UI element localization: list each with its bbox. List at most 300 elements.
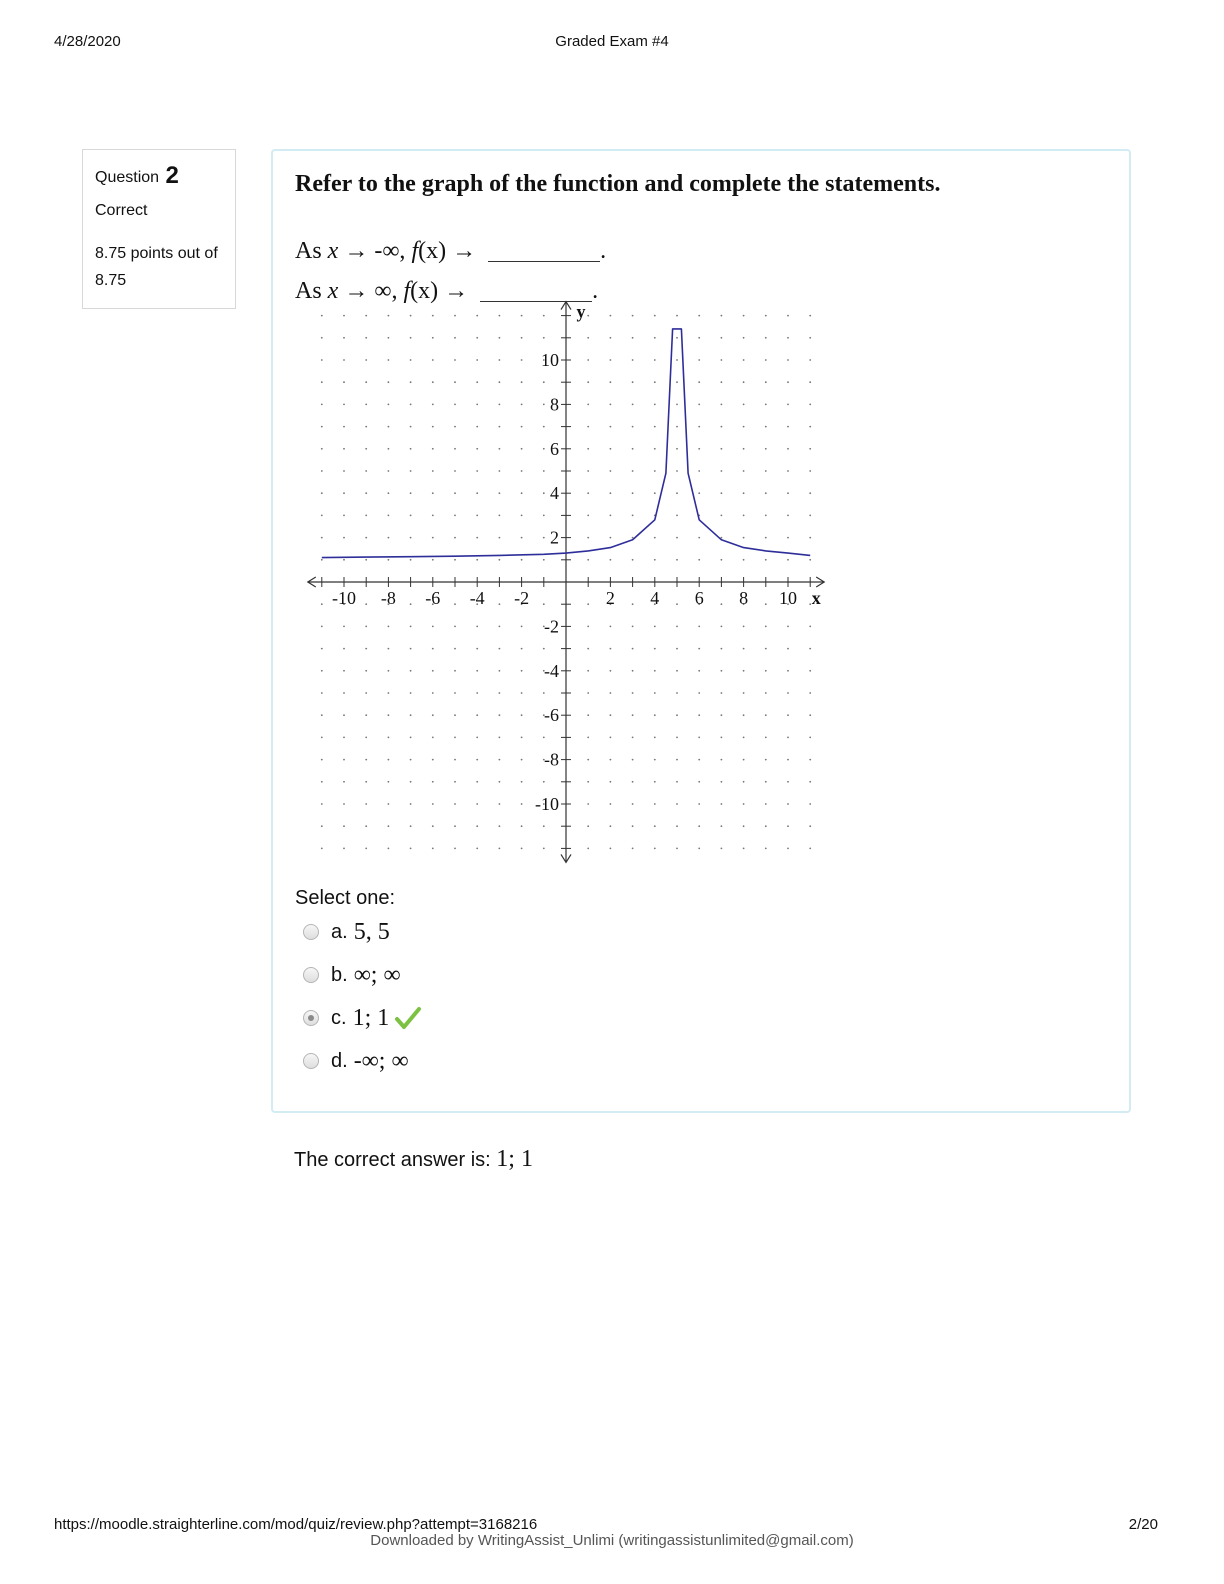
grid-dot	[698, 670, 700, 672]
answer-blank-2	[480, 277, 592, 302]
grid-dot	[321, 825, 323, 827]
grid-dot	[654, 315, 656, 317]
question-grade: 8.75 points out of 8.75	[95, 245, 218, 289]
grid-dot	[809, 825, 811, 827]
grid-dot	[454, 492, 456, 494]
grid-dot	[476, 404, 478, 406]
grid-dot	[676, 515, 678, 517]
page-date: 4/28/2020	[54, 33, 121, 50]
grid-dot	[343, 337, 345, 339]
grid-dot	[809, 337, 811, 339]
grid-dot	[499, 448, 501, 450]
option-c[interactable]	[303, 1003, 421, 1033]
grid-dot	[654, 404, 656, 406]
grid-dot	[388, 426, 390, 428]
grid-dot	[432, 759, 434, 761]
grid-dot	[721, 781, 723, 783]
grid-dot	[698, 315, 700, 317]
stmt2-arrow: → ∞,	[338, 278, 404, 304]
grid-dot	[698, 803, 700, 805]
grid-dot	[721, 737, 723, 739]
grid-dot	[676, 404, 678, 406]
grid-dot	[654, 359, 656, 361]
grid-dot	[632, 781, 634, 783]
grid-dot	[521, 315, 523, 317]
grid-dot	[321, 359, 323, 361]
grid-dot	[343, 559, 345, 561]
grid-dot	[499, 470, 501, 472]
grid-dot	[476, 448, 478, 450]
grid-dot	[632, 648, 634, 650]
grid-dot	[587, 781, 589, 783]
grid-dot	[587, 692, 589, 694]
grid-dot	[476, 648, 478, 650]
grid-dot	[787, 359, 789, 361]
grid-dot	[787, 781, 789, 783]
grid-dot	[654, 626, 656, 628]
grid-dot	[809, 848, 811, 850]
option-b[interactable]	[303, 960, 401, 990]
grid-dot	[343, 381, 345, 383]
grid-dot	[809, 470, 811, 472]
y-tick-label: -8	[544, 749, 559, 770]
grid-dot	[765, 559, 767, 561]
grid-dot	[454, 537, 456, 539]
grid-dot	[809, 448, 811, 450]
grid-dot	[388, 470, 390, 472]
grid-dot	[721, 626, 723, 628]
grid-dot	[499, 359, 501, 361]
grid-dot	[809, 515, 811, 517]
y-axis-label: y	[576, 301, 586, 322]
grid-dot	[632, 448, 634, 450]
grid-dot	[787, 626, 789, 628]
question-info-panel	[82, 149, 236, 309]
footer-page-number: 2/20	[1128, 1516, 1158, 1533]
grid-dot	[721, 648, 723, 650]
grid-dot	[787, 515, 789, 517]
grid-dot	[587, 803, 589, 805]
grid-dot	[587, 737, 589, 739]
grid-dot	[654, 803, 656, 805]
grid-dot	[388, 492, 390, 494]
grid-dot	[521, 692, 523, 694]
grid-dot	[521, 492, 523, 494]
grid-dot	[632, 337, 634, 339]
grid-dot	[543, 537, 545, 539]
grid-dot	[543, 848, 545, 850]
question-number: 2	[165, 162, 179, 189]
grid-dot	[432, 448, 434, 450]
y-tick-label: -4	[544, 660, 559, 681]
grid-dot	[343, 737, 345, 739]
grid-dot	[410, 492, 412, 494]
grid-dot	[587, 515, 589, 517]
grid-dot	[521, 537, 523, 539]
grid-dot	[632, 315, 634, 317]
grid-dot	[587, 315, 589, 317]
grid-dot	[765, 426, 767, 428]
grid-dot	[521, 337, 523, 339]
stmt2-prefix: As	[295, 278, 328, 304]
correct-check-icon	[395, 1006, 421, 1030]
grid-dot	[654, 714, 656, 716]
grid-dot	[787, 492, 789, 494]
grid-dot	[676, 603, 678, 605]
grid-dot	[743, 825, 745, 827]
y-tick-label: -6	[544, 705, 559, 726]
grid-dot	[654, 692, 656, 694]
grid-dot	[499, 426, 501, 428]
grid-dot	[388, 759, 390, 761]
grid-dot	[654, 381, 656, 383]
grid-dot	[410, 404, 412, 406]
grid-dot	[410, 537, 412, 539]
grid-dot	[610, 515, 612, 517]
grid-dot	[809, 737, 811, 739]
grid-dot	[632, 359, 634, 361]
grid-dot	[809, 559, 811, 561]
stmt1-prefix: As	[295, 238, 328, 264]
grid-dot	[610, 626, 612, 628]
grid-dot	[321, 426, 323, 428]
grid-dot	[721, 803, 723, 805]
grid-dot	[610, 737, 612, 739]
grid-dot	[809, 692, 811, 694]
grid-dot	[787, 737, 789, 739]
grid-dot	[476, 692, 478, 694]
grid-dot	[587, 381, 589, 383]
grid-dot	[388, 648, 390, 650]
grid-dot	[721, 492, 723, 494]
grid-dot	[521, 803, 523, 805]
grid-dot	[632, 492, 634, 494]
grid-dot	[654, 492, 656, 494]
grid-dot	[432, 337, 434, 339]
grid-dot	[632, 692, 634, 694]
grid-dot	[610, 359, 612, 361]
grid-dot	[365, 781, 367, 783]
grid-dot	[765, 404, 767, 406]
grid-dot	[454, 626, 456, 628]
grid-dot	[765, 737, 767, 739]
grid-dot	[432, 670, 434, 672]
grid-dot	[454, 737, 456, 739]
grid-dot	[543, 404, 545, 406]
grid-dot	[476, 492, 478, 494]
grid-dot	[499, 692, 501, 694]
grid-dot	[499, 670, 501, 672]
grid-dot	[499, 803, 501, 805]
grid-dot	[587, 426, 589, 428]
grid-dot	[521, 448, 523, 450]
grid-dot	[676, 825, 678, 827]
grid-dot	[476, 559, 478, 561]
grid-dot	[410, 515, 412, 517]
grid-dot	[454, 803, 456, 805]
grid-dot	[743, 781, 745, 783]
option-d-text: -∞; ∞	[353, 1047, 409, 1074]
grid-dot	[343, 648, 345, 650]
grid-dot	[610, 670, 612, 672]
grid-dot	[809, 714, 811, 716]
grid-dot	[765, 825, 767, 827]
grid-dot	[632, 426, 634, 428]
option-a-radio[interactable]	[303, 924, 319, 940]
grid-dot	[432, 781, 434, 783]
grid-dot	[765, 848, 767, 850]
grid-dot	[432, 381, 434, 383]
grid-dot	[610, 803, 612, 805]
grid-dot	[432, 692, 434, 694]
x-tick-label: 10	[779, 588, 797, 608]
grid-dot	[321, 781, 323, 783]
grid-dot	[676, 448, 678, 450]
grid-dot	[388, 337, 390, 339]
grid-dot	[765, 692, 767, 694]
grid-dot	[676, 559, 678, 561]
grid-dot	[654, 670, 656, 672]
grid-dot	[343, 803, 345, 805]
grid-dot	[632, 759, 634, 761]
grid-dot	[743, 648, 745, 650]
grid-dot	[809, 426, 811, 428]
grid-dot	[454, 559, 456, 561]
grid-dot	[476, 714, 478, 716]
grid-dot	[743, 670, 745, 672]
grid-dot	[809, 648, 811, 650]
grid-dot	[454, 470, 456, 472]
grid-dot	[587, 603, 589, 605]
grid-dot	[432, 426, 434, 428]
grid-dot	[499, 492, 501, 494]
grid-dot	[765, 337, 767, 339]
grid-dot	[543, 825, 545, 827]
grid-dot	[388, 404, 390, 406]
grid-dot	[410, 315, 412, 317]
grid-dot	[721, 848, 723, 850]
grid-dot	[765, 781, 767, 783]
page-title: Graded Exam #4	[555, 33, 669, 50]
grid-dot	[654, 426, 656, 428]
grid-dot	[410, 848, 412, 850]
grid-dot	[454, 448, 456, 450]
option-a[interactable]	[303, 917, 390, 947]
grid-dot	[521, 759, 523, 761]
grid-dot	[365, 670, 367, 672]
option-b-radio[interactable]	[303, 967, 319, 983]
grid-dot	[698, 648, 700, 650]
grid-dot	[388, 315, 390, 317]
answer-blank-1	[488, 237, 600, 262]
footer-download-note: Downloaded by WritingAssist_Unlimi (writingassistunlimited@gmail.com)	[370, 1532, 854, 1549]
grid-dot	[321, 848, 323, 850]
grid-dot	[454, 825, 456, 827]
grid-dot	[499, 404, 501, 406]
grid-dot	[365, 626, 367, 628]
grid-dot	[432, 470, 434, 472]
grid-dot	[587, 848, 589, 850]
x-tick-label: -10	[332, 588, 356, 608]
grid-dot	[365, 426, 367, 428]
grid-dot	[321, 537, 323, 539]
grid-dot	[321, 381, 323, 383]
grid-dot	[388, 714, 390, 716]
grid-dot	[476, 537, 478, 539]
grid-dot	[676, 692, 678, 694]
grid-dot	[787, 470, 789, 472]
grid-dot	[765, 670, 767, 672]
grid-dot	[454, 315, 456, 317]
grid-dot	[388, 559, 390, 561]
grid-dot	[365, 337, 367, 339]
grid-dot	[476, 759, 478, 761]
grid-dot	[809, 781, 811, 783]
grid-dot	[743, 315, 745, 317]
grid-dot	[543, 648, 545, 650]
grid-dot	[610, 426, 612, 428]
grid-dot	[543, 692, 545, 694]
grid-dot	[721, 670, 723, 672]
grid-dot	[410, 692, 412, 694]
grid-dot	[787, 381, 789, 383]
grid-dot	[632, 670, 634, 672]
grid-dot	[343, 848, 345, 850]
grid-dot	[410, 803, 412, 805]
grid-dot	[610, 714, 612, 716]
grid-dot	[765, 626, 767, 628]
y-tick-label: -10	[535, 794, 559, 814]
grid-dot	[698, 359, 700, 361]
x-tick-label: 8	[739, 588, 749, 608]
question-state: Correct	[95, 202, 148, 219]
grid-dot	[410, 759, 412, 761]
grid-dot	[765, 470, 767, 472]
grid-dot	[676, 714, 678, 716]
grid-dot	[499, 648, 501, 650]
grid-dot	[610, 825, 612, 827]
grid-dot	[343, 359, 345, 361]
grid-dot	[432, 404, 434, 406]
grid-dot	[721, 337, 723, 339]
grid-dot	[743, 537, 745, 539]
grid-dot	[388, 803, 390, 805]
grid-dot	[521, 404, 523, 406]
grid-dot	[388, 448, 390, 450]
x-tick-label: -6	[425, 588, 441, 608]
grid-dot	[610, 470, 612, 472]
grid-dot	[676, 626, 678, 628]
grid-dot	[410, 670, 412, 672]
grid-dot	[365, 648, 367, 650]
grid-dot	[521, 714, 523, 716]
grid-dot	[676, 337, 678, 339]
x-tick-label: 4	[650, 588, 660, 608]
grid-dot	[388, 737, 390, 739]
grid-dot	[587, 470, 589, 472]
grid-dot	[543, 781, 545, 783]
grid-dot	[721, 559, 723, 561]
grid-dot	[765, 714, 767, 716]
grid-dot	[743, 404, 745, 406]
grid-dot	[698, 848, 700, 850]
grid-dot	[610, 448, 612, 450]
function-graph	[291, 301, 841, 859]
grid-dot	[343, 515, 345, 517]
grid-dot	[454, 714, 456, 716]
grid-dot	[610, 781, 612, 783]
grid-dot	[521, 781, 523, 783]
grid-dot	[809, 626, 811, 628]
grid-dot	[787, 448, 789, 450]
statement-pos-infinity: As x → ∞, f(x) → .	[295, 278, 599, 304]
grid-dot	[787, 648, 789, 650]
grid-dot	[610, 337, 612, 339]
grid-dot	[410, 825, 412, 827]
x-tick-label: -2	[514, 588, 530, 608]
option-c-letter: c.	[331, 1006, 347, 1029]
grid-dot	[721, 825, 723, 827]
grid-dot	[787, 670, 789, 672]
grid-dot	[343, 315, 345, 317]
x-tick-label: -8	[380, 588, 396, 608]
grid-dot	[632, 381, 634, 383]
grid-dot	[787, 759, 789, 761]
grid-dot	[632, 825, 634, 827]
grid-dot	[632, 559, 634, 561]
grid-dot	[521, 670, 523, 672]
grid-dot	[454, 515, 456, 517]
grid-dot	[432, 626, 434, 628]
grid-dot	[432, 359, 434, 361]
stmt2-var: x	[327, 278, 339, 304]
option-c-radio[interactable]	[303, 1010, 319, 1026]
grid-dot	[610, 492, 612, 494]
grid-dot	[787, 315, 789, 317]
option-b-letter: b.	[331, 963, 348, 986]
grid-dot	[610, 692, 612, 694]
grid-dot	[743, 337, 745, 339]
option-d-radio[interactable]	[303, 1053, 319, 1069]
y-tick-label: 8	[550, 394, 559, 415]
grid-dot	[476, 315, 478, 317]
grid-dot	[365, 404, 367, 406]
grid-dot	[632, 603, 634, 605]
grid-dot	[499, 337, 501, 339]
grid-dot	[476, 426, 478, 428]
x-tick-label: 6	[694, 588, 704, 608]
grid-dot	[521, 648, 523, 650]
grid-dot	[743, 759, 745, 761]
grid-dot	[809, 359, 811, 361]
grid-dot	[499, 515, 501, 517]
grid-dot	[654, 470, 656, 472]
grid-dot	[365, 692, 367, 694]
y-tick-label: 6	[550, 438, 559, 459]
grid-dot	[698, 559, 700, 561]
grid-dot	[721, 448, 723, 450]
grid-dot	[499, 603, 501, 605]
grid-dot	[743, 381, 745, 383]
grid-dot	[743, 803, 745, 805]
x-tick-label: 2	[605, 588, 615, 608]
stmt1-rest: (x) →	[418, 238, 477, 264]
grid-dot	[432, 714, 434, 716]
grid-dot	[343, 781, 345, 783]
grid-dot	[787, 848, 789, 850]
option-d[interactable]	[303, 1046, 409, 1076]
grid-dot	[765, 359, 767, 361]
